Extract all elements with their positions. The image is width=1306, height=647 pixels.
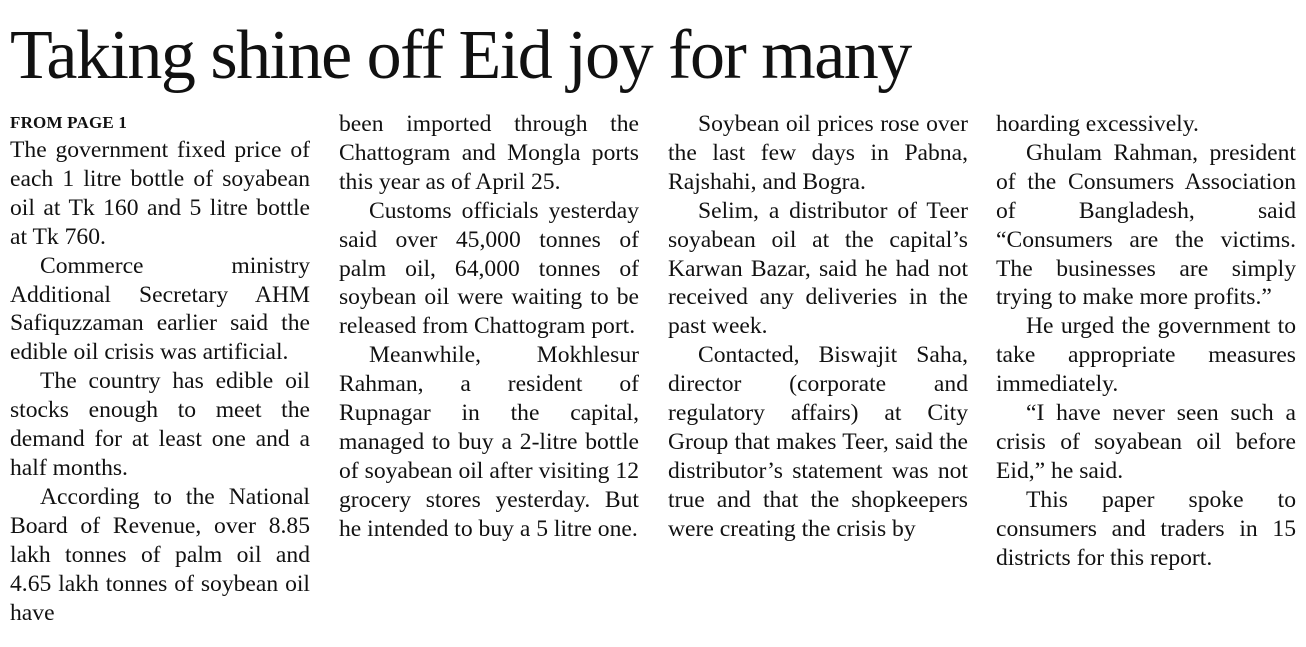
paragraph: He urged the government to take appropriate measures immediately. <box>996 313 1296 398</box>
paragraph: Selim, a distributor of Teer soyabean oil at the capital’s Karwan Bazar, said he had not received any deliveries in the past week. <box>668 197 968 340</box>
article-column-2 <box>339 110 639 544</box>
paragraph: The country has edible oil stocks enough to meet the demand for at least one and a half months. <box>10 368 310 481</box>
paragraph: Soybean oil prices rose over the last few days in Pabna, Rajshahi, and Bogra. <box>668 111 968 195</box>
article-column-4 <box>996 110 1296 573</box>
paragraph: Customs officials yesterday said over 45,000 tonnes of palm oil, 64,000 tonnes of soybean oil were waiting to be released from Chattogram port. <box>339 197 639 340</box>
paragraph: Contacted, Biswajit Saha, director (corporate and regulatory affairs) at City Group that makes Teer, said the distributor’s statement was not true and that the shopkeepers were creating the crisis by <box>668 342 968 542</box>
paragraph: Commerce ministry Additional Secretary AHM Safiquzzaman earlier said the edible oil crisis was artificial. <box>10 252 310 366</box>
article-column-3 <box>668 110 968 544</box>
paragraph: been imported through the Chattogram and Mongla ports this year as of April 25. <box>339 111 639 195</box>
paragraph: hoarding excessively. <box>996 111 1199 137</box>
continuation-kicker: FROM PAGE 1 <box>10 113 128 132</box>
paragraph: This paper spoke to consumers and traders in 15 districts for this report. <box>996 486 1296 571</box>
paragraph: The government fixed price of each 1 litre bottle of soyabean oil at Tk 160 and 5 litre bottle at Tk 760. <box>10 137 310 250</box>
headline: Taking shine off Eid joy for many <box>10 17 911 94</box>
paragraph: Ghulam Rahman, president of the Consumers Association of Bangladesh, said “Consumers are the victims. The businesses are simply trying to make more profits.” <box>996 139 1296 311</box>
paragraph: “I have never seen such a crisis of soyabean oil before Eid,” he said. <box>996 400 1296 484</box>
article-column-1 <box>10 110 310 627</box>
paragraph: According to the National Board of Revenue, over 8.85 lakh tonnes of palm oil and 4.65 lakh tonnes of soybean oil have <box>10 483 310 626</box>
paragraph: Meanwhile, Mokhlesur Rahman, a resident of Rupnagar in the capital, managed to buy a 2-litre bottle of soyabean oil after visiting 12 grocery stores yesterday. But he intended to buy a 5 litre one. <box>339 342 639 542</box>
